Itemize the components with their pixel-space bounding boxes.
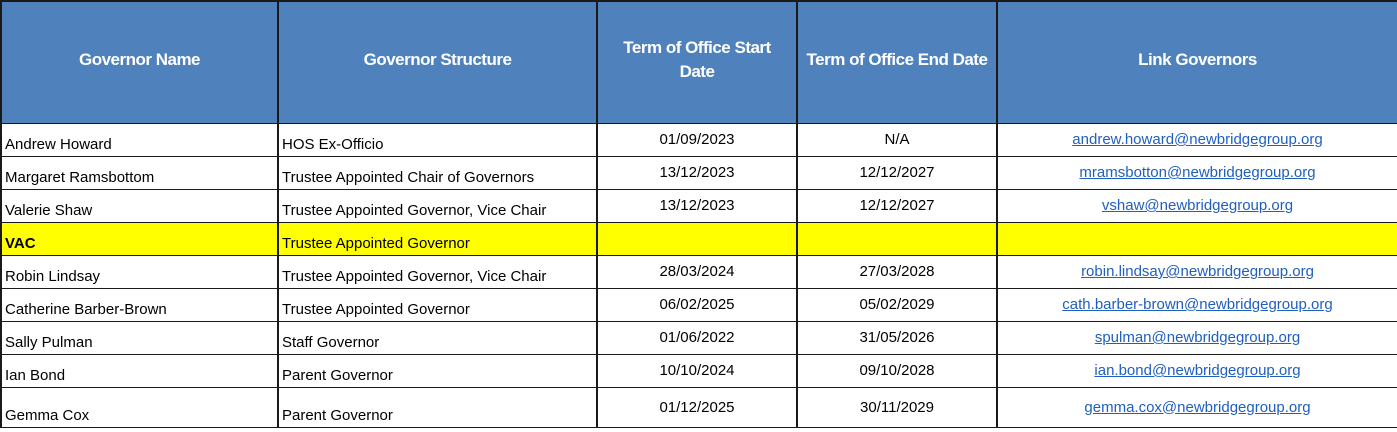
- term-start-cell: 01/06/2022: [597, 321, 797, 354]
- email-cell: [997, 387, 1397, 427]
- governor-structure-cell: Trustee Appointed Governor, Vice Chair: [278, 255, 597, 288]
- term-start-cell: 28/03/2024: [597, 255, 797, 288]
- table-row: [1, 189, 1397, 222]
- header-link-governors: Link Governors: [997, 1, 1397, 123]
- email-link[interactable]: robin.lindsay@newbridgegroup.org: [1081, 263, 1314, 280]
- table-row: [1, 354, 1397, 387]
- governor-name-cell: Sally Pulman: [1, 321, 278, 354]
- governor-structure-cell: Parent Governor: [278, 354, 597, 387]
- term-end-cell: 12/12/2027: [797, 189, 997, 222]
- email-cell: [997, 288, 1397, 321]
- header-governor-structure: Governor Structure: [278, 1, 597, 123]
- table-row: [1, 321, 1397, 354]
- header-term-end-date: Term of Office End Date: [797, 1, 997, 123]
- term-start-cell: 06/02/2025: [597, 288, 797, 321]
- table-row: [1, 387, 1397, 427]
- governor-name-cell: Valerie Shaw: [1, 189, 278, 222]
- governor-name-cell: Robin Lindsay: [1, 255, 278, 288]
- email-cell: [997, 321, 1397, 354]
- email-cell: [997, 354, 1397, 387]
- header-term-start-date: Term of Office Start Date: [597, 1, 797, 123]
- governor-structure-cell: Staff Governor: [278, 321, 597, 354]
- email-link[interactable]: spulman@newbridgegroup.org: [1094, 329, 1301, 346]
- governor-structure-cell: HOS Ex-Officio: [278, 123, 597, 156]
- governor-name-cell: VAC: [1, 222, 278, 255]
- term-start-cell: 13/12/2023: [597, 189, 797, 222]
- table-row: [1, 156, 1397, 189]
- term-end-cell: 31/05/2026: [797, 321, 997, 354]
- term-end-cell: 30/11/2029: [797, 387, 997, 427]
- term-end-cell: [797, 222, 997, 255]
- table-row-vacant: [1, 222, 1397, 255]
- governor-name-cell: Ian Bond: [1, 354, 278, 387]
- term-end-cell: 05/02/2029: [797, 288, 997, 321]
- email-cell: [997, 123, 1397, 156]
- email-link[interactable]: cath.barber-brown@newbridgegroup.org: [1062, 296, 1333, 313]
- email-link[interactable]: gemma.cox@newbridgegroup.org: [1084, 398, 1311, 416]
- term-end-cell: 12/12/2027: [797, 156, 997, 189]
- term-end-cell: N/A: [797, 123, 997, 156]
- table-row: [1, 255, 1397, 288]
- governor-name-cell: Andrew Howard: [1, 123, 278, 156]
- governor-structure-cell: Trustee Appointed Governor, Vice Chair: [278, 189, 597, 222]
- email-link[interactable]: mramsbotton@newbridgegroup.org: [1079, 164, 1316, 181]
- term-end-cell: 27/03/2028: [797, 255, 997, 288]
- term-start-cell: 10/10/2024: [597, 354, 797, 387]
- header-governor-name: Governor Name: [1, 1, 278, 123]
- email-cell: [997, 189, 1397, 222]
- term-start-cell: 01/09/2023: [597, 123, 797, 156]
- email-link[interactable]: andrew.howard@newbridgegroup.org: [1072, 131, 1323, 148]
- governor-name-cell: Margaret Ramsbottom: [1, 156, 278, 189]
- header-row: [1, 1, 1397, 123]
- governor-structure-cell: Trustee Appointed Governor: [278, 222, 597, 255]
- governor-name-cell: Gemma Cox: [1, 387, 278, 427]
- governor-structure-cell: Trustee Appointed Chair of Governors: [278, 156, 597, 189]
- email-cell: [997, 222, 1397, 255]
- table-row: [1, 123, 1397, 156]
- email-cell: [997, 156, 1397, 189]
- governor-structure-cell: Parent Governor: [278, 387, 597, 427]
- email-cell: [997, 255, 1397, 288]
- term-start-cell: 01/12/2025: [597, 387, 797, 427]
- email-link[interactable]: vshaw@newbridgegroup.org: [1101, 197, 1294, 214]
- governor-name-cell: Catherine Barber-Brown: [1, 288, 278, 321]
- table-row: [1, 288, 1397, 321]
- term-end-cell: 09/10/2028: [797, 354, 997, 387]
- term-start-cell: [597, 222, 797, 255]
- email-link[interactable]: ian.bond@newbridgegroup.org: [1094, 362, 1301, 379]
- term-start-cell: 13/12/2023: [597, 156, 797, 189]
- governor-structure-cell: Trustee Appointed Governor: [278, 288, 597, 321]
